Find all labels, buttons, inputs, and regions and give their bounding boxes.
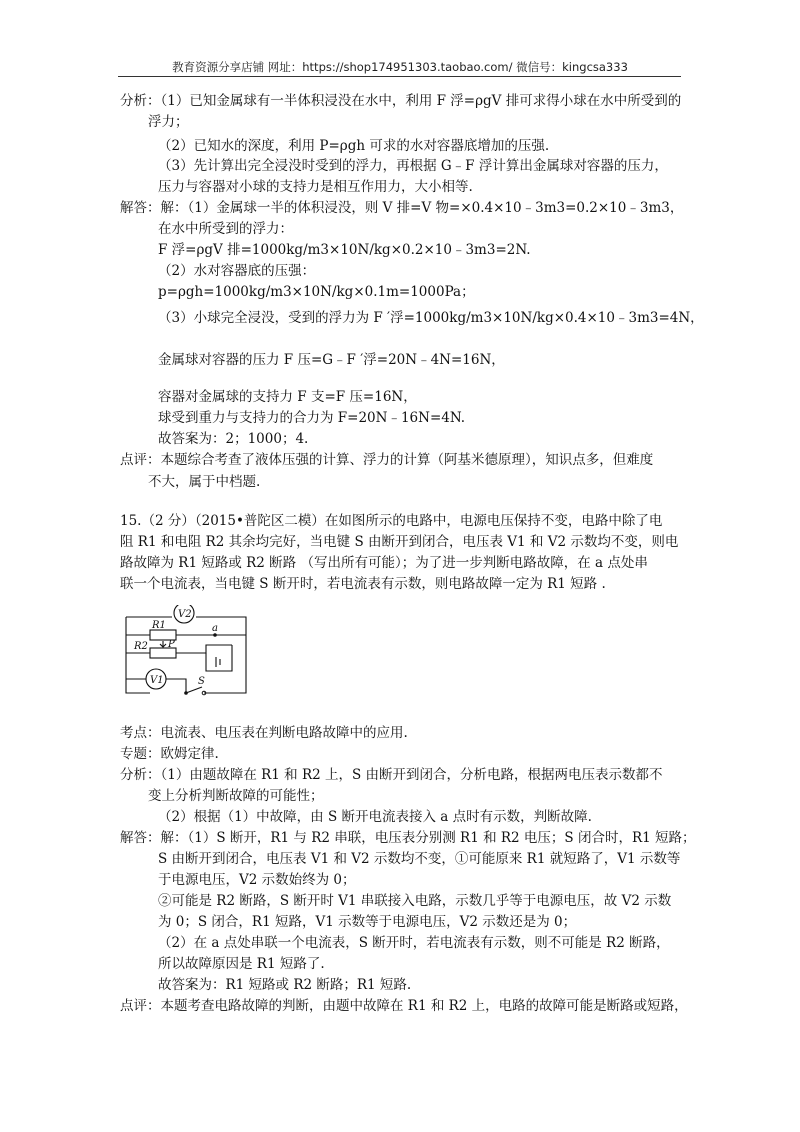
text-line: 专题：欧姆定律. bbox=[120, 746, 219, 762]
text-line: 于电源电压，V2 示数始终为 0； bbox=[158, 872, 356, 888]
switch-blade bbox=[186, 687, 202, 693]
a-label: a bbox=[212, 623, 218, 634]
text-line: 点评：本题考查电路故障的判断，由题中故障在 R1 和 R2 上，电路的故障可能是断路或短路， bbox=[120, 998, 688, 1014]
text-line: 为 0；S 闭合，R1 短路，V1 示数等于电源电压，V2 示数还是为 0； bbox=[158, 914, 577, 930]
text-line: 故答案为：2；1000；4. bbox=[158, 431, 309, 447]
text-line: S 由断开到闭合，电压表 V1 和 V2 示数均不变，①可能原来 R1 就短路了，V1 示数等 bbox=[158, 851, 681, 867]
wire-v1-right bbox=[166, 679, 186, 693]
text-line: （3）小球完全浸没，受到的浮力为 F ′浮=1000kg/m3×10N/kg×0.4×10﹣3m3=4N， bbox=[158, 310, 704, 326]
slider-arrow bbox=[160, 641, 166, 647]
text-line: 变上分析判断故障的可能性； bbox=[148, 788, 324, 804]
text-line: 路故障为 R1 短路或 R2 断路 （写出所有可能）；为了进一步判断电路故障，在 a 点处串 bbox=[120, 555, 648, 571]
text-line: 浮力； bbox=[148, 114, 189, 130]
text-line: 不大，属于中档题. bbox=[148, 474, 261, 490]
header-rule bbox=[118, 76, 681, 77]
text-line: 分析：（1）由题故障在 R1 和 R2 上，S 由断开到闭合，分析电路，根据两电压表示数都不 bbox=[120, 767, 663, 783]
wire-r2-right bbox=[176, 645, 232, 653]
text-line: （3）先计算出完全浸没时受到的浮力，再根据 G﹣F 浮计算出金属球对容器的压力， bbox=[158, 158, 668, 174]
r2-label: R2 bbox=[134, 641, 148, 652]
text-line: 分析：（1）已知金属球有一半体积浸没在水中，利用 F 浮=ρgV 排可求得小球在水中所受到的 bbox=[120, 93, 682, 109]
circuit-diagram bbox=[120, 605, 250, 700]
text-line: （2）已知水的深度，利用 P=ρgh 可求的水对容器底增加的压强. bbox=[158, 138, 550, 154]
v2-label: V2 bbox=[178, 609, 192, 620]
text-line: 球受到重力与支持力的合力为 F=20N﹣16N=4N. bbox=[158, 410, 466, 426]
text-line: 金属球对容器的压力 F 压=G﹣F ′浮=20N﹣4N=16N， bbox=[158, 352, 505, 368]
text-line: 解答：解：（1）S 断开，R1 与 R2 串联，电压表分别测 R1 和 R2 电压；S 闭合时，R1 短路； bbox=[120, 830, 696, 846]
r1-label: R1 bbox=[152, 620, 166, 631]
text-line: 15.（2 分）（2015•普陀区二模）在如图所示的电路中，电源电压保持不变，电路中除了电 bbox=[120, 513, 663, 529]
text-line: 解答：解：（1）金属球一半的体积浸没，则 V 排=V 物=×0.4×10﹣3m3=0.2×10﹣3m3， bbox=[120, 200, 684, 216]
text-line: 联一个电流表，当电键 S 断开时，若电流表有示数，则电路故障一定为 R1 短路 . bbox=[120, 576, 606, 592]
s-label: S bbox=[198, 676, 205, 687]
text-line: （2）在 a 点处串联一个电流表，S 断开时，若电流表有示数，则不可能是 R2 断路， bbox=[158, 935, 670, 951]
text-line: 阻 R1 和电阻 R2 其余均完好，当电键 S 由断开到闭合，电压表 V1 和 V2 示数均不变，则电 bbox=[120, 534, 679, 550]
text-line: 点评：本题综合考查了液体压强的计算、浮力的计算（阿基米德原理），知识点多，但难度 bbox=[120, 452, 654, 468]
text-line: ②可能是 R2 断路，S 断开时 V1 串联接入电路，示数几乎等于电源电压，故 V2 示数 bbox=[158, 893, 672, 909]
text-line: p=ρgh=1000kg/m3×10N/kg×0.1m=1000Pa； bbox=[158, 284, 475, 300]
text-line: 故答案为：R1 短路或 R2 断路；R1 短路. bbox=[158, 977, 412, 993]
wire-mid-down bbox=[206, 645, 232, 671]
text-line: （2）水对容器底的压强： bbox=[158, 263, 316, 279]
page-header: 教育资源分享店铺 网址：https://shop174951303.taobao.com/ 微信号：kingcsa333 bbox=[172, 60, 628, 74]
text-line: F 浮=ρgV 排=1000kg/m3×10N/kg×0.2×10﹣3m3=2N. bbox=[158, 242, 531, 258]
text-line: 所以故障原因是 R1 短路了. bbox=[158, 956, 325, 972]
v1-label: V1 bbox=[150, 675, 164, 686]
text-line: 容器对金属球的支持力 F 支=F 压=16N， bbox=[158, 389, 417, 405]
text-line: 压力与容器对小球的支持力是相互作用力，大小相等. bbox=[158, 179, 473, 195]
text-line: （2）根据（1）中故障，由 S 断开电流表接入 a 点时有示数，判断故障. bbox=[158, 809, 592, 825]
p-label: P bbox=[168, 639, 175, 650]
switch-pivot bbox=[184, 691, 188, 695]
text-line: 在水中所受到的浮力： bbox=[158, 221, 293, 237]
text-line: 考点：电流表、电压表在判断电路故障中的应用. bbox=[120, 725, 408, 741]
